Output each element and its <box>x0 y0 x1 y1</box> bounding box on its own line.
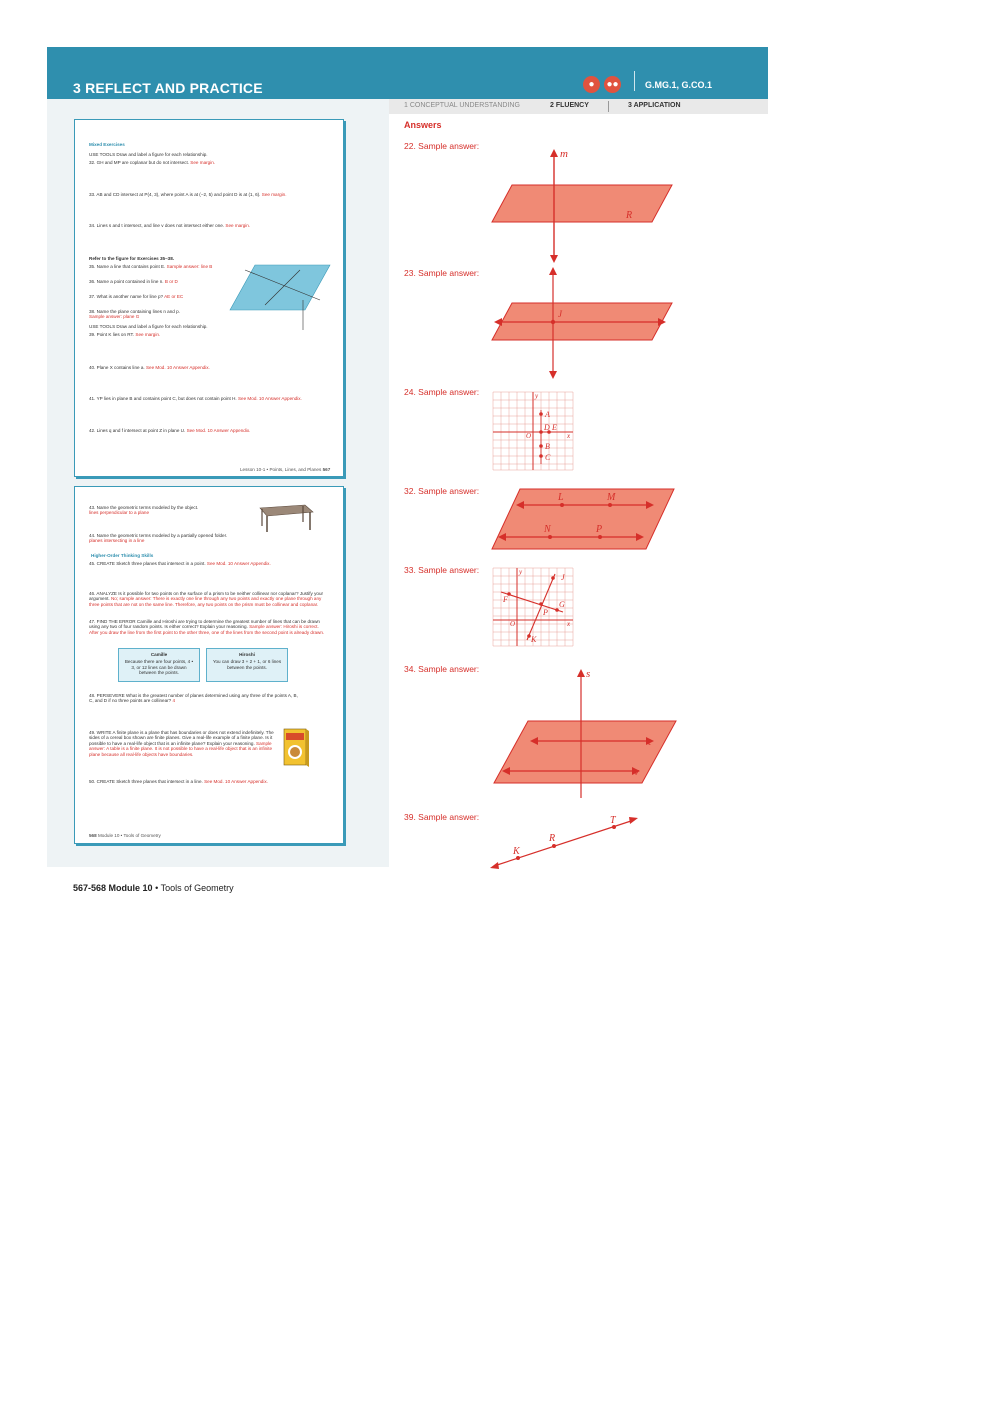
answer-24-label: 24. Sample answer: <box>404 387 480 397</box>
page-footer: 567-568 Module 10 • Tools of Geometry <box>73 883 234 893</box>
use-tools-1: USE TOOLS Draw and label a figure for each relationship. <box>89 152 208 157</box>
tab-application[interactable]: 3 APPLICATION <box>628 102 681 109</box>
exercise-47: 47. FIND THE ERROR Camille and Hiroshi are trying to determine the greatest number of lines that can be drawn using any two of four random points. Is either correct? Explain your reasoning. Sample answer: Hiroshi is correct. After you draw the line from the first point to the other three, one of the lines from the second point is already drawn. <box>89 619 325 635</box>
answer-34-figure <box>490 663 680 803</box>
exercise-32: 32. GH and MP are coplanar but do not intersect. See margin. <box>89 160 216 165</box>
point-K2-label: K <box>513 846 520 857</box>
answer-33-grid <box>491 566 575 648</box>
point-B-label: B <box>545 442 550 451</box>
point-P-label: P <box>596 524 603 535</box>
refer-figure: Refer to the figure for Exercises 35–38. <box>89 256 175 261</box>
y-axis2-label: y <box>519 568 523 576</box>
exercise-36: 36. Name a point contained in line n. B or D <box>89 279 178 284</box>
exercise-50: 50. CREATE Sketch three planes that intersect in a line. See Mod. 10 Answer Appendix. <box>89 779 268 784</box>
answer-22-figure <box>490 145 680 265</box>
point-F-label: F <box>503 595 508 604</box>
student-page-567 <box>74 119 344 477</box>
point-D-label: D <box>544 423 550 432</box>
point-A-label: A <box>545 410 550 419</box>
exercise-43: 43. Name the geometric terms modeled by the object. lines perpendicular to a plane <box>89 505 199 516</box>
group-icon: ●● <box>604 76 621 93</box>
exercise-39: 39. Point K lies on RT. See margin. <box>89 332 161 337</box>
banner-divider <box>634 71 635 91</box>
point-K-label: K <box>531 635 537 644</box>
exercise-34: 34. Lines s and t intersect, and line v does not intersect either one. See margin. <box>89 223 251 228</box>
point-E-label: E <box>552 423 557 432</box>
exercise-35: 35. Name a line that contains point E. Sample answer: line B <box>89 264 213 269</box>
camille-box: Camille Because there are four points, 4 • 3, or 12 lines can be drawn between the points. <box>118 648 200 682</box>
answer-23-figure <box>490 265 680 380</box>
exercise-37: 37. What is another name for line p? AE or EC <box>89 294 184 299</box>
plane-R-label: R <box>626 210 633 221</box>
hots-header: Higher-Order Thinking Skills <box>91 553 154 558</box>
answer-22-label: 22. Sample answer: <box>404 141 480 151</box>
point-T-label: T <box>610 815 616 826</box>
tab-fluency[interactable]: 2 FLUENCY <box>550 102 589 109</box>
y-axis-label: y <box>535 392 539 400</box>
answer-24-grid <box>491 390 575 472</box>
exercise-49: 49. WRITE A finite plane is a plane that has boundaries or does not extend indefinitely. The sides of a cereal box shown are finite planes. Give a real-life example of a finite plane. Is it possible to have a real-life object that is an infinite plane? Explain your reasoning. Sample answer: A table is a finite plane. It is not possible to have a real-life object that is an infinite plane because all real-life objects have boundaries. <box>89 730 274 757</box>
point-P2-label: P <box>543 608 548 617</box>
x-axis2-label: x <box>567 620 571 628</box>
plane-figure <box>225 260 335 335</box>
origin2-label: O <box>510 620 516 628</box>
table-image <box>255 500 315 535</box>
answer-32-figure <box>490 487 676 553</box>
tab-divider <box>608 101 609 112</box>
answer-32-label: 32. Sample answer: <box>404 486 480 496</box>
standards-label: G.MG.1, G.CO.1 <box>645 80 713 90</box>
exercise-41: 41. YP lies in plane B and contains point C, but does not contain point H. See Mod. 10 Answer Appendix. <box>89 396 302 401</box>
exercise-38: 38. Name the plane containing lines n and p. Sample answer: plane G <box>89 309 180 320</box>
page-567-footer: Lesson 10-1 • Points, Lines, and Planes 567 <box>240 467 331 472</box>
person-icon: ● <box>583 76 600 93</box>
line-t-label: t <box>648 736 652 748</box>
use-tools-2: USE TOOLS Draw and label a figure for each relationship. <box>89 324 208 329</box>
answer-39-label: 39. Sample answer: <box>404 812 480 822</box>
page-568-footer: 568 Module 10 • Tools of Geometry <box>89 833 161 838</box>
point-J-label: J <box>558 309 562 319</box>
section-title: 3 REFLECT AND PRACTICE <box>73 80 263 96</box>
point-C-label: C <box>545 453 551 462</box>
exercise-40: 40. Plane X contains line a. See Mod. 10 Answer Appendix. <box>89 365 210 370</box>
line-s-label: s <box>586 668 591 680</box>
point-G-label: G <box>559 600 565 609</box>
answer-33-label: 33. Sample answer: <box>404 565 480 575</box>
exercise-48: 48. PERSEVERE What is the greatest number of planes determined using any three of the points A, B, C, and D if no three points are collinear? 4 <box>89 693 298 704</box>
point-N-label: N <box>544 524 551 535</box>
exercise-44: 44. Name the geometric terms modeled by a partially opened folder. planes intersecting in a line <box>89 533 228 544</box>
mixed-exercises-header: Mixed Exercises <box>89 142 125 147</box>
tab-conceptual[interactable]: 1 CONCEPTUAL UNDERSTANDING <box>404 102 520 109</box>
answers-heading: Answers <box>404 120 442 130</box>
exercise-46: 46. ANALYZE Is it possible for two points on the surface of a prism to be neither collinear nor coplanar? Justify your argument. No; sample answer: There is exactly one line through any two points and exactly one plane through any three points that are not on the same line. Therefore, any two points on the prism must be collinear and coplanar. <box>89 591 324 607</box>
point-L-label: L <box>558 492 564 503</box>
answer-23-label: 23. Sample answer: <box>404 268 480 278</box>
answer-34-label: 34. Sample answer: <box>404 664 480 674</box>
point-J2-label: J <box>561 573 565 582</box>
point-R-label: R <box>549 833 556 844</box>
point-M-label: M <box>607 492 616 503</box>
x-axis-label: x <box>567 432 571 440</box>
origin-label: O <box>526 432 532 440</box>
exercise-33: 33. AB and CD intersect at P(4, 3), where point A is at (−2, 5) and point D is at (1, 6). See margin. <box>89 192 287 197</box>
exercise-45: 45. CREATE Sketch three planes that intersect in a point. See Mod. 10 Answer Appendix. <box>89 561 271 566</box>
answer-39-figure <box>488 812 640 872</box>
exercise-42: 42. Lines q and f intersect at point Z in plane U. See Mod. 10 Answer Appendix. <box>89 428 251 433</box>
line-v-label: v <box>634 766 639 778</box>
hiroshi-box: Hiroshi You can draw 3 + 2 + 1, or 6 lines between the points. <box>206 648 288 682</box>
line-m-label: m <box>560 148 568 160</box>
cereal-box-image <box>282 727 310 767</box>
